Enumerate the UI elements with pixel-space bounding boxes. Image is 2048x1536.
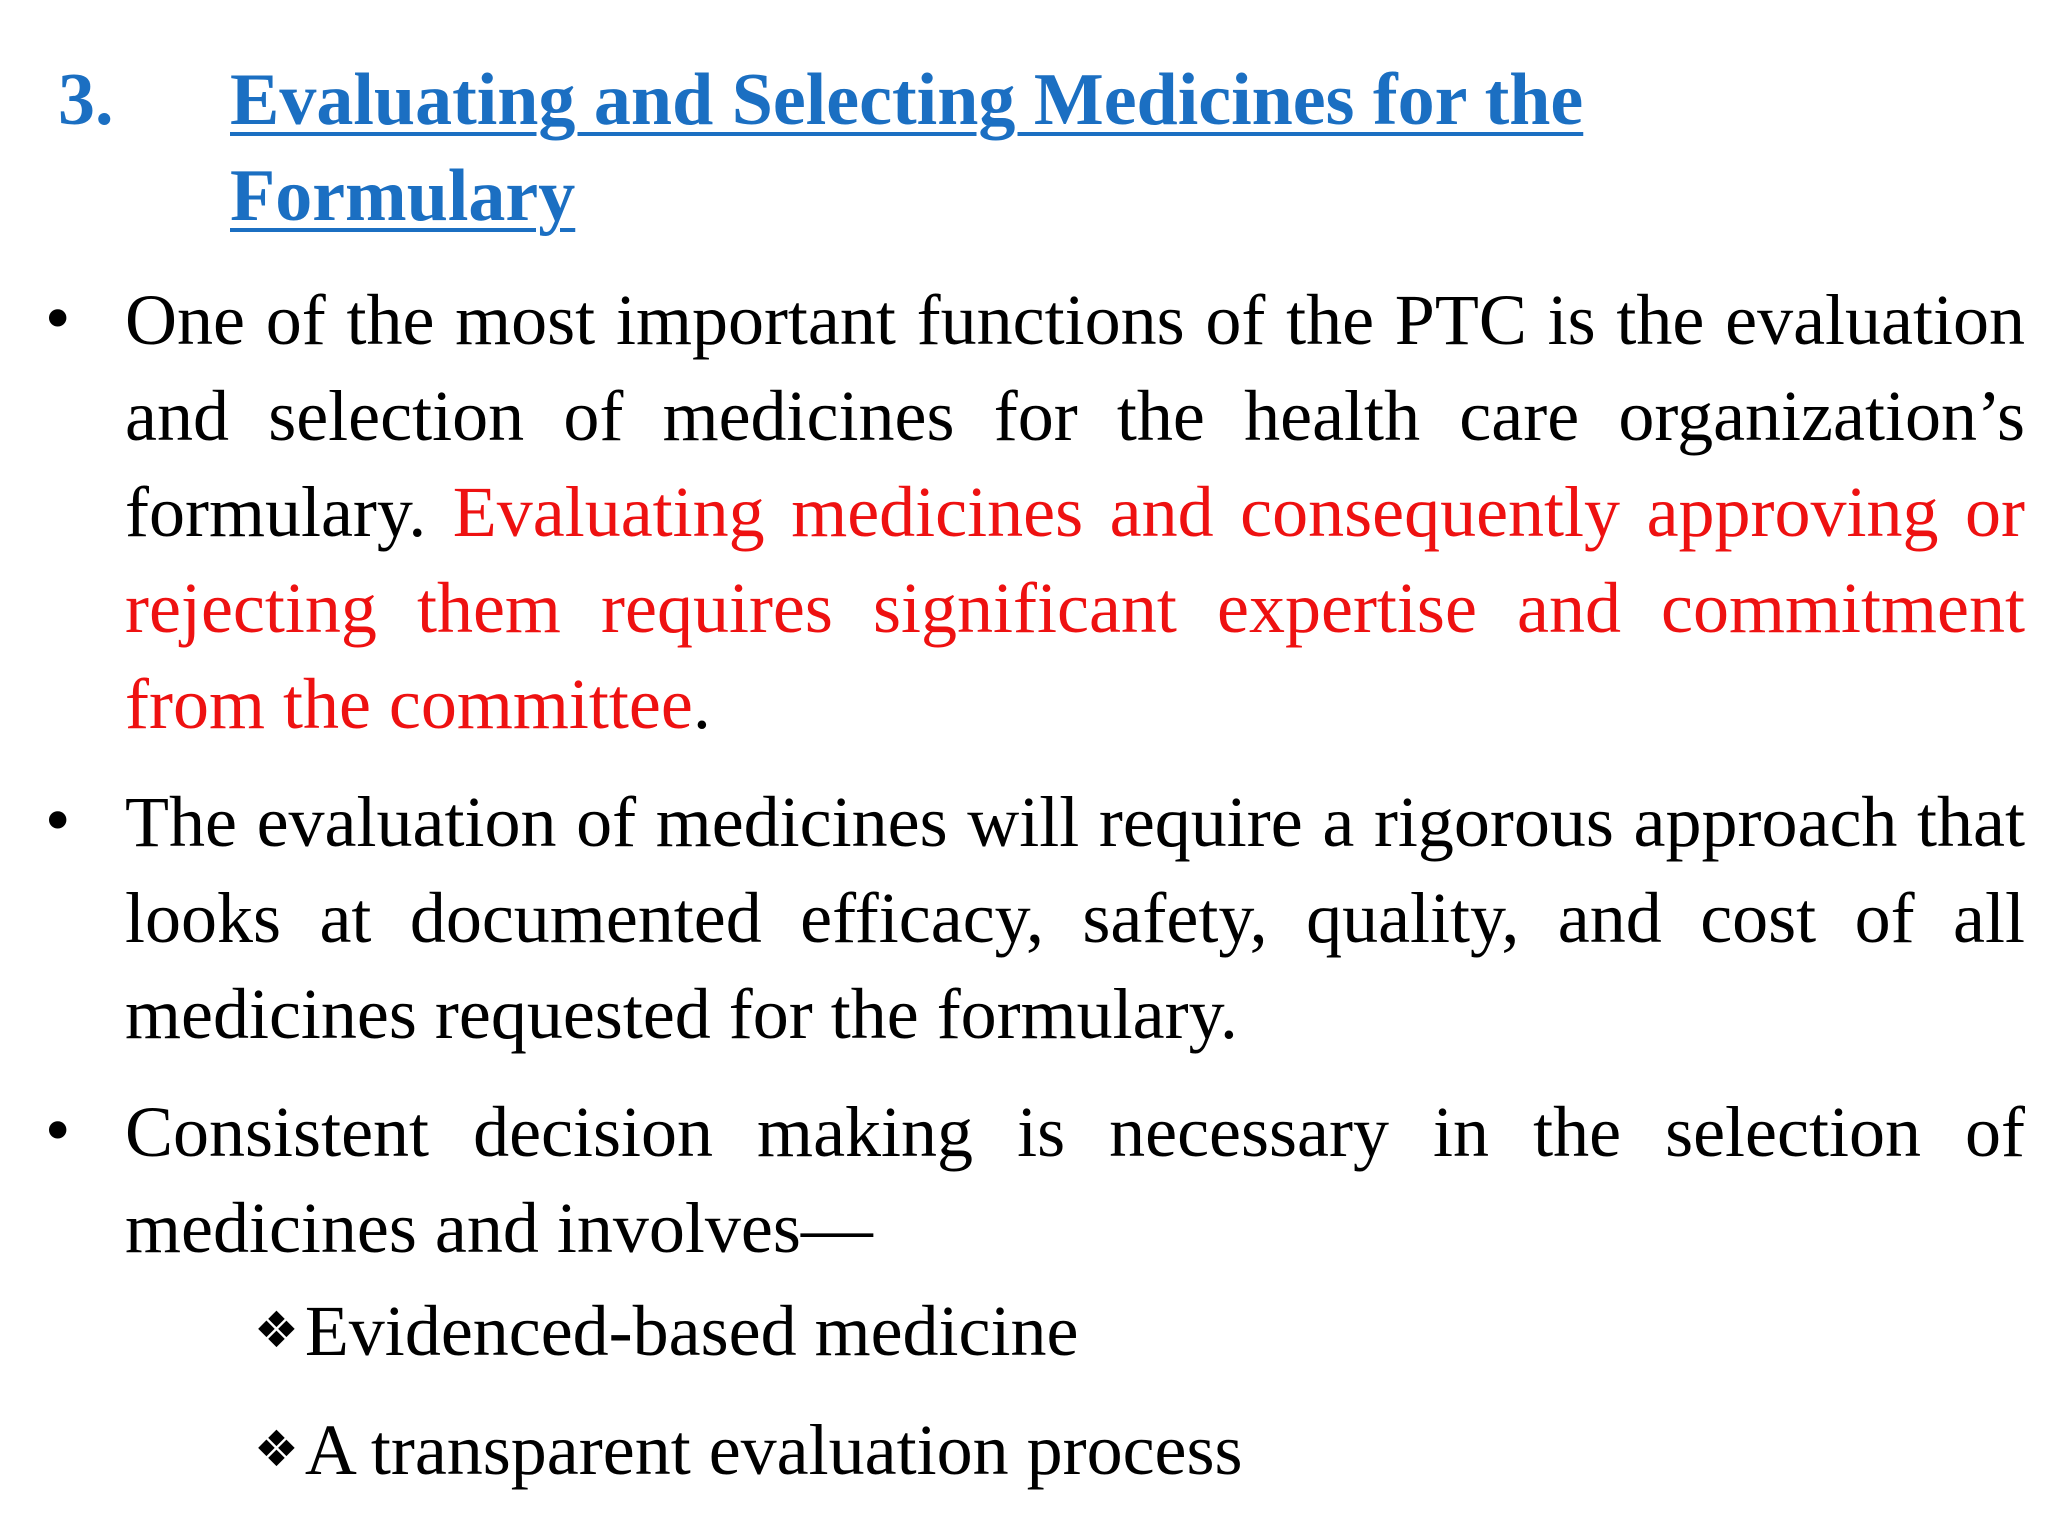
diamond-bullet-icon: ❖ [254, 1420, 299, 1478]
sub-item-evidence-based [254, 1282, 1243, 1379]
bullet-text-end: . [692, 664, 711, 744]
sub-item-text: Evidenced-based medicine [304, 1291, 1079, 1371]
highlighted-text: Evaluating medicines and consequently approving or rejecting them requires significant expertise and commitment from the committee [125, 472, 2026, 744]
bullet-item-evaluation-approach [40, 774, 2025, 1062]
bullet-text: The evaluation of medicines will require a rigorous approach that looks at documented efficacy, safety, quality, and cost of all medicines requested for the formulary. [125, 782, 2025, 1054]
bullet-text: Consistent decision making is necessary in the selection of medicines and involves— [125, 1092, 2025, 1268]
bullet-item-decision-making [40, 1084, 2025, 1276]
heading-number: 3. [58, 59, 114, 141]
heading-title: Evaluating and Selecting Medicines for the Formulary [230, 59, 1584, 237]
bullet-list [40, 272, 2025, 1276]
diamond-bullet-icon: ❖ [254, 1301, 299, 1359]
bullet-dot-icon: • [40, 1097, 76, 1167]
sub-bullet-list [254, 1282, 1243, 1520]
bullet-dot-icon: • [40, 285, 76, 355]
bullet-text: One of the most important functions of the PTC is the evaluation and selection of medicines for the health care organization’s formulary. [125, 280, 2025, 552]
sub-item-transparent-process [254, 1401, 1243, 1498]
bullet-item-ptc-function [40, 272, 2025, 752]
bullet-dot-icon: • [40, 787, 76, 857]
sub-item-text: A transparent evaluation process [304, 1410, 1243, 1490]
